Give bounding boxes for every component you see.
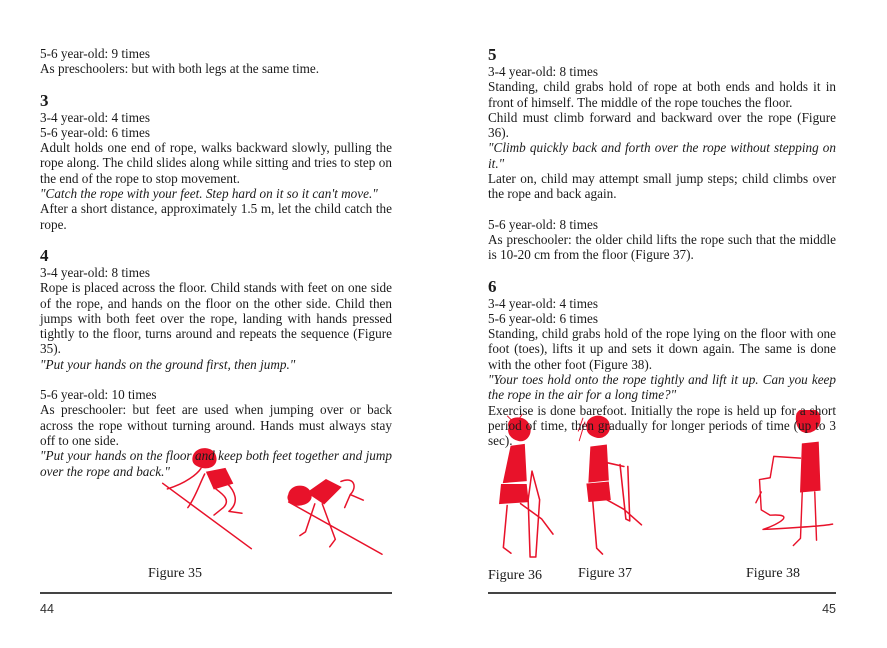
paragraph-gap: [488, 202, 836, 217]
repetition-line: As preschoolers: but with both legs at the same time.: [40, 61, 320, 77]
paragraph-gap: [40, 77, 392, 92]
body-paragraph: As preschooler: the older child lifts the rope such that the middle is 10-20 cm from the floor (Figure 37).: [488, 231, 836, 263]
body-paragraph: Child must climb forward and backward over the rope (Figure 36).: [488, 109, 836, 141]
paragraph-gap: [40, 232, 392, 247]
body-paragraph: As preschooler: but feet are used when jumping over or back across the rope without turning around. Hands must always stay off to one side.: [40, 402, 392, 448]
instruction-quote: "Put your hands on the floor and keep both feet together and jump over the rope and back.": [40, 448, 392, 479]
instruction-quote: "Put your hands on the ground first, then jump.": [40, 356, 296, 372]
repetition-line: 3-4 year-old: 4 times: [40, 109, 150, 125]
child-swimsuit: [800, 442, 820, 492]
child-shirt: [503, 444, 526, 482]
body-paragraph: Standing, child grabs hold of the rope lying on the floor with one foot (toes), lifts it up and sets it down again. The same is done with the other foot (Figure 38).: [488, 326, 836, 372]
right-page-text: [488, 46, 836, 449]
body-paragraph: Rope is placed across the floor. Child stands with feet on one side of the rope, and hands on the floor on the other side. Child then jumps with both feet over the rope, landing with hands pressed tightly to the floor, turns around and repeats the sequence (Figure 35).: [40, 280, 392, 357]
page-number: 45: [822, 602, 836, 616]
child-shorts: [587, 482, 610, 501]
paragraph-gap: [40, 372, 392, 387]
exercise-number: 5: [488, 45, 497, 64]
repetition-line: 5-6 year-old: 8 times: [488, 216, 598, 232]
repetition-line: 3-4 year-old: 4 times: [488, 295, 598, 311]
body-paragraph: Exercise is done barefoot. Initially the rope is held up for a short period of time, then gradually for longer periods of time (up to 3 sec).: [488, 402, 836, 449]
rope-line: [289, 502, 382, 554]
figure-35-caption: Figure 35: [148, 566, 203, 581]
repetition-line: 5-6 year-old: 10 times: [40, 387, 157, 403]
child-shirt: [307, 480, 341, 504]
child-limbs-and-rope: [756, 456, 833, 545]
figure-38-caption: Figure 38: [746, 566, 801, 581]
child-shorts: [500, 484, 529, 503]
exercise-number: 3: [40, 90, 49, 110]
repetition-line: 3-4 year-old: 8 times: [488, 64, 598, 79]
exercise-number: 4: [40, 245, 49, 265]
repetition-line: 5-6 year-old: 6 times: [40, 124, 150, 140]
footer-rule: [40, 592, 392, 594]
figure-37-caption: Figure 37: [578, 566, 633, 581]
child-hair: [288, 486, 311, 505]
left-page-text: [40, 46, 392, 479]
footer-rule: [488, 592, 836, 594]
body-paragraph: Later on, child may attempt small jump steps; child climbs over the rope and back again.: [488, 171, 836, 202]
exercise-number: 6: [488, 276, 497, 296]
child-shirt: [589, 445, 608, 482]
body-paragraph: Adult holds one end of rope, walks backward slowly, pulling the rope along. The child slides along while sitting and tries to step on the end of the rope to stop movement.: [40, 140, 392, 186]
paragraph-gap: [488, 263, 836, 278]
figure-36-caption: Figure 36: [488, 568, 543, 583]
instruction-quote: "Catch the rope with your feet. Step hard on it so it can't move.": [40, 186, 378, 202]
body-paragraph: After a short distance, approximately 1.5 m, let the child catch the rope.: [40, 201, 392, 232]
page-number: 44: [40, 602, 54, 616]
instruction-quote: "Your toes hold onto the rope tightly and lift it up. Can you keep the rope in the air for a long time?": [488, 372, 836, 403]
rope-line: [163, 483, 252, 548]
repetition-line: 5-6 year-old: 9 times: [40, 46, 150, 61]
body-paragraph: Standing, child grabs hold of rope at both ends and holds it in front of himself. The middle of the rope touches the floor.: [488, 79, 836, 110]
repetition-line: 3-4 year-old: 8 times: [40, 264, 150, 280]
instruction-quote: "Climb quickly back and forth over the rope without stepping on it.": [488, 140, 836, 171]
repetition-line: 5-6 year-old: 6 times: [488, 310, 598, 326]
